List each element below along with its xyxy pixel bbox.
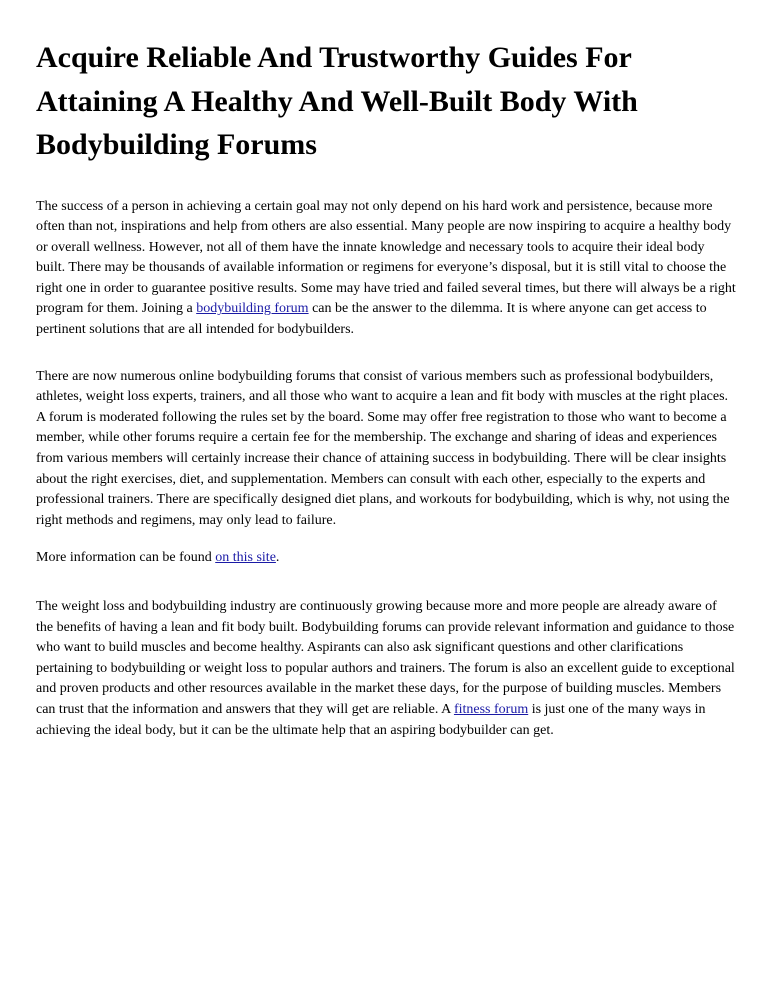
fitness-forum-link[interactable]: fitness forum [453,701,529,717]
paragraph-forums: There are now numerous online bodybuilding forums that consist of various members such as professional bodybuilders, athletes, weight loss experts, trainers, and all those who want to acquire a lean and fit body with muscles at the right places. A forum is moderated following the rules set by the board. Some may offer free registration to those who want to become a member, while other forums require a certain fee for the membership. The exchange and sharing of ideas and experiences from various members will certainly increase their chance of attaining success in bodybuilding. There will be clear insights about the right exercises, diet, and supplementation. Members can consult with each other, especially to the experts and professional trainers. There are specifically designed diet plans, and workouts for bodybuilding, which is why, not using the right methods and regimens, may only lead to failure. [36,368,730,528]
paragraph-industry [36,597,736,741]
more-info-text-b: . [275,550,280,566]
document-page [36,36,736,741]
bodybuilding-forum-link[interactable]: bodybuilding forum [196,301,309,317]
paragraph-more-info [36,548,736,569]
paragraph-industry-text-b: is just one of the many ways in achieving the ideal body, but it can be the ultimate help that an aspiring bodybuilder can get. [36,701,706,738]
more-info-text-a: More information can be found [36,550,216,566]
paragraph-intro-text-a: The success of a person in achieving a certain goal may not only depend on his hard work and persistence, because more often than not, inspirations and help from others are also essential. Many people are now inspiring to acquire a healthy body or overall wellness. However, not all of them have the innate knowledge and necessary tools to acquire their ideal body built. There may be thousands of available information or regimens for everyone’s disposal, but it is still vital to choose the right one in order to guarantee positive results. Some may have tried and failed several times, but there will always be a right program for them. Joining a [36,198,736,317]
paragraph-industry-text-a: The weight loss and bodybuilding industry are continuously growing because more and more people are already aware of the benefits of having a lean and fit body built. Bodybuilding forums can provide relevant information and guidance to those who want to build muscles and become healthy. Aspirants can also ask significant questions and other clarifications pertaining to bodybuilding or weight loss to popular authors and trainers. The forum is also an excellent guide to exceptional and proven products and other resources available in the market these days, for the purpose of building muscles. Members can trust that the information and answers that they will get are reliable. A [36,599,735,717]
paragraph-intro-text-b: can be the answer to the dilemma. It is where anyone can get access to pertinent solutions that are all intended for bodybuilders. [36,301,707,338]
article-title: Acquire Reliable And Trustworthy Guides For Attaining A Healthy And Well-Built Body With Bodybuilding Forums [36,41,638,161]
on-this-site-link[interactable]: on this site [215,550,276,566]
paragraph-intro [36,197,736,341]
